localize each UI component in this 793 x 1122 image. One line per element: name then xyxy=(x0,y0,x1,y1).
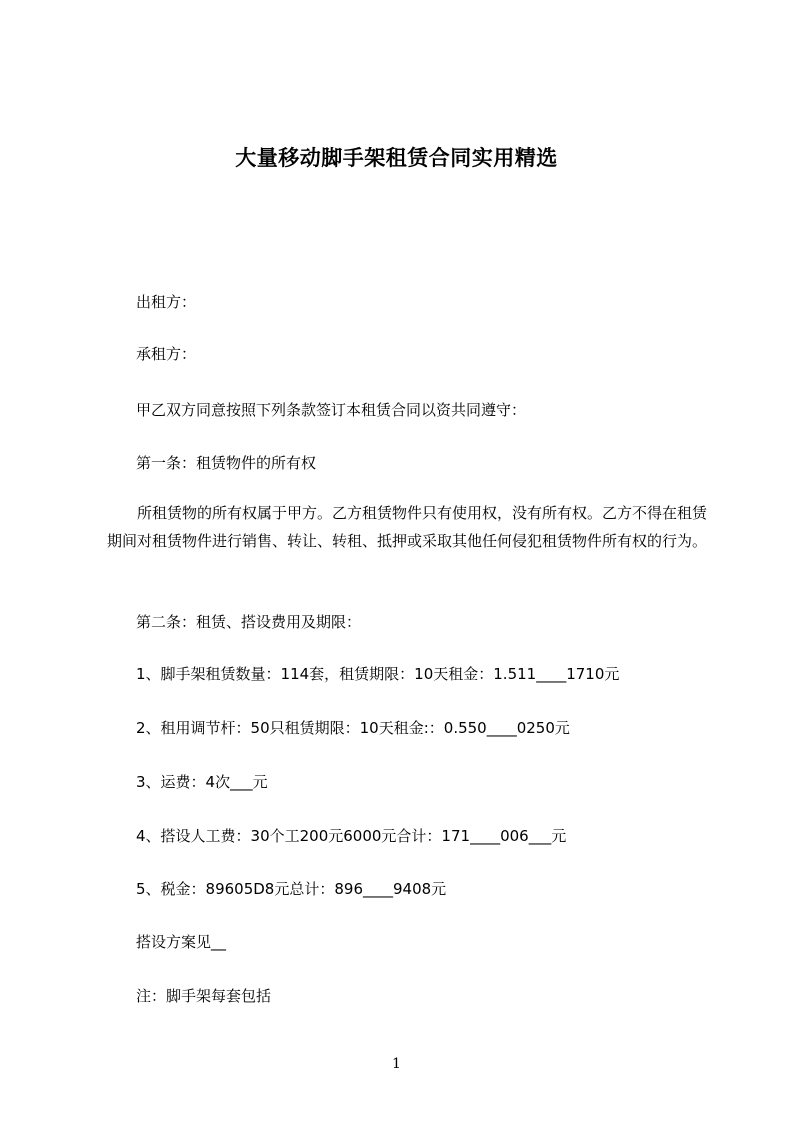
item-adjustment-rod: 2、租用调节杆：50只租赁期限：10天租金:：0.550____0250元 xyxy=(136,719,570,737)
scaffold-plan-line: 搭设方案见__ xyxy=(136,933,227,951)
article-one-heading: 第一条：租赁物件的所有权 xyxy=(136,454,317,472)
agreement-intro-line: 甲乙双方同意按照下列条款签订本租赁合同以资共同遵守： xyxy=(136,401,527,419)
ownership-paragraph: 所租赁物的所有权属于甲方。乙方租赁物件只有使用权，没有所有权。乙方不得在租赁期间对租赁物件进行销售、转让、转租、抵押或采取其他任何侵犯租赁物件所有权的行为。 xyxy=(107,504,708,550)
document-title: 大量移动脚手架租赁合同实用精选 xyxy=(235,146,558,170)
page-number: 1 xyxy=(392,1056,401,1072)
item-labor-cost: 4、搭设人工费：30个工200元6000元合计：171____006___元 xyxy=(136,827,567,845)
article-two-heading: 第二条：租赁、搭设费用及期限： xyxy=(136,613,362,631)
item-scaffold-quantity: 1、脚手架租赁数量：114套，租赁期限：10天租金：1.511____1710元 xyxy=(136,665,620,683)
lessee-line: 承租方： xyxy=(136,345,197,363)
note-line: 注：脚手架每套包括 xyxy=(136,987,272,1005)
item-freight: 3、运费：4次___元 xyxy=(136,773,268,791)
item-tax: 5、税金：89605D8元总计：896____9408元 xyxy=(136,880,447,898)
lessor-line: 出租方： xyxy=(136,293,197,311)
